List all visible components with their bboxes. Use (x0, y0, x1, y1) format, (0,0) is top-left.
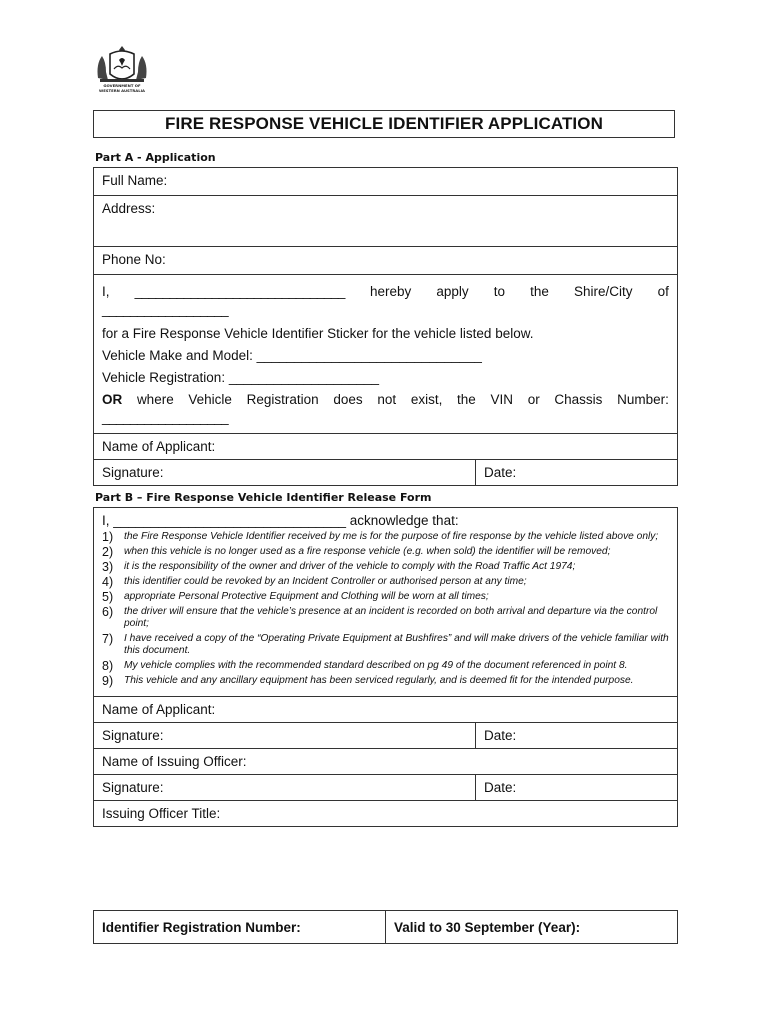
vin-word: Vehicle (188, 392, 232, 407)
issuing-officer-name-label: Name of Issuing Officer: (102, 754, 247, 769)
terms-list (102, 531, 669, 687)
application-statement (94, 275, 678, 434)
address-field[interactable] (94, 196, 678, 247)
vin-word: Chassis (554, 392, 603, 407)
full-name-label: Full Name: (102, 173, 168, 188)
officer-date-field[interactable] (476, 775, 678, 801)
acknowledgement-section (94, 508, 678, 697)
vin-word: the (457, 392, 476, 407)
signature-label: Signature: (102, 465, 164, 480)
vin-word: Registration (246, 392, 319, 407)
officer-signature-field[interactable] (94, 775, 476, 801)
vin-word: exist, (410, 392, 443, 407)
issuing-officer-title-field[interactable] (94, 801, 678, 827)
issuing-officer-title-label: Issuing Officer Title: (102, 806, 221, 821)
release-applicant-name-field[interactable] (94, 697, 678, 723)
signature-field[interactable] (94, 460, 476, 486)
list-item: 1) the Fire Response Vehicle Identifier received by me is for the purpose of fire response by the vehicle listed above only; (102, 530, 659, 544)
release-signature-label: Signature: (102, 728, 164, 743)
apply-word: apply (436, 284, 469, 299)
officer-date-label: Date: (484, 780, 517, 795)
registration-number-field[interactable] (94, 911, 386, 944)
vin-word: or (527, 392, 540, 407)
registration-table (93, 910, 678, 944)
release-date-label: Date: (484, 728, 517, 743)
apply-word: the (530, 284, 549, 299)
list-item: 5) appropriate Personal Protective Equipment and Clothing will be worn at all times; (102, 590, 489, 604)
phone-field[interactable] (94, 247, 678, 275)
list-item: 4) this identifier could be revoked by an Incident Controller or authorised person at any time; (102, 575, 527, 589)
list-item: 6) the driver will ensure that the vehicle’s presence at an incident is recorded on both arrival and departure via the control point; (102, 605, 658, 629)
applicant-name-blank[interactable]: ______________________________ (134, 284, 345, 299)
crest-caption-line1: GOVERNMENT OF (103, 83, 141, 88)
apply-word: to (493, 284, 506, 299)
address-label: Address: (102, 201, 156, 216)
applicant-name-field[interactable] (94, 434, 678, 460)
apply-word: of (657, 284, 669, 299)
applicant-name-label: Name of Applicant: (102, 439, 216, 454)
wa-government-crest (92, 44, 152, 96)
valid-to-field[interactable] (386, 911, 678, 944)
shire-city-blank[interactable]: __________________ (102, 302, 229, 317)
officer-signature-label: Signature: (102, 780, 164, 795)
vin-word: Number: (617, 392, 669, 407)
release-signature-field[interactable] (94, 723, 476, 749)
part-b-label: Part B – Fire Response Vehicle Identifier Release Form (95, 491, 432, 504)
vin-word: VIN (490, 392, 513, 407)
part-a-table (93, 167, 678, 486)
vin-blank[interactable]: __________________ (102, 410, 229, 425)
issuing-officer-name-field[interactable] (94, 749, 678, 775)
list-item: 3) it is the responsibility of the owner and driver of the vehicle to comply with the Road Traffic Act 1974; (102, 560, 576, 574)
or-word: OR (102, 392, 123, 407)
phone-label: Phone No: (102, 252, 166, 267)
list-item: 7) I have received a copy of the “Operating Private Equipment at Bushfires” and will make drivers of the vehicle familiar with this document. (102, 632, 669, 656)
release-applicant-name-label: Name of Applicant: (102, 702, 216, 717)
date-label: Date: (484, 465, 517, 480)
vehicle-registration-field[interactable]: Vehicle Registration: ____________________ (102, 370, 379, 385)
vin-word: does (333, 392, 363, 407)
part-b-table (93, 507, 678, 827)
registration-number-label: Identifier Registration Number: (102, 919, 301, 935)
apply-word: Shire/City (574, 284, 633, 299)
list-item: 9) This vehicle and any ancillary equipment has been serviced regularly, and is deemed fit for the intended purpose. (102, 674, 634, 688)
apply-line-2: for a Fire Response Vehicle Identifier Sticker for the vehicle listed below. (102, 326, 534, 341)
valid-to-label: Valid to 30 September (Year): (394, 919, 581, 935)
crest-caption-line2: WESTERN AUSTRALIA (99, 88, 145, 93)
apply-word: I, (102, 284, 110, 299)
vin-word: not (377, 392, 397, 407)
full-name-field[interactable] (94, 168, 678, 196)
list-item: 8) My vehicle complies with the recommended standard described on pg 49 of the document referenced in point 8. (102, 659, 628, 673)
form-title: FIRE RESPONSE VEHICLE IDENTIFIER APPLICATION (93, 110, 675, 138)
date-field[interactable] (476, 460, 678, 486)
acknowledge-line[interactable]: I, _______________________________ acknowledge that: (102, 513, 459, 528)
apply-word: hereby (369, 284, 412, 299)
vin-word: where (136, 392, 174, 407)
vehicle-make-model-field[interactable]: Vehicle Make and Model: ______________________________ (102, 348, 482, 363)
part-a-label: Part A - Application (95, 151, 216, 164)
release-date-field[interactable] (476, 723, 678, 749)
list-item: 2) when this vehicle is no longer used as a fire response vehicle (e.g. when sold) the identifier will be removed; (102, 545, 611, 559)
